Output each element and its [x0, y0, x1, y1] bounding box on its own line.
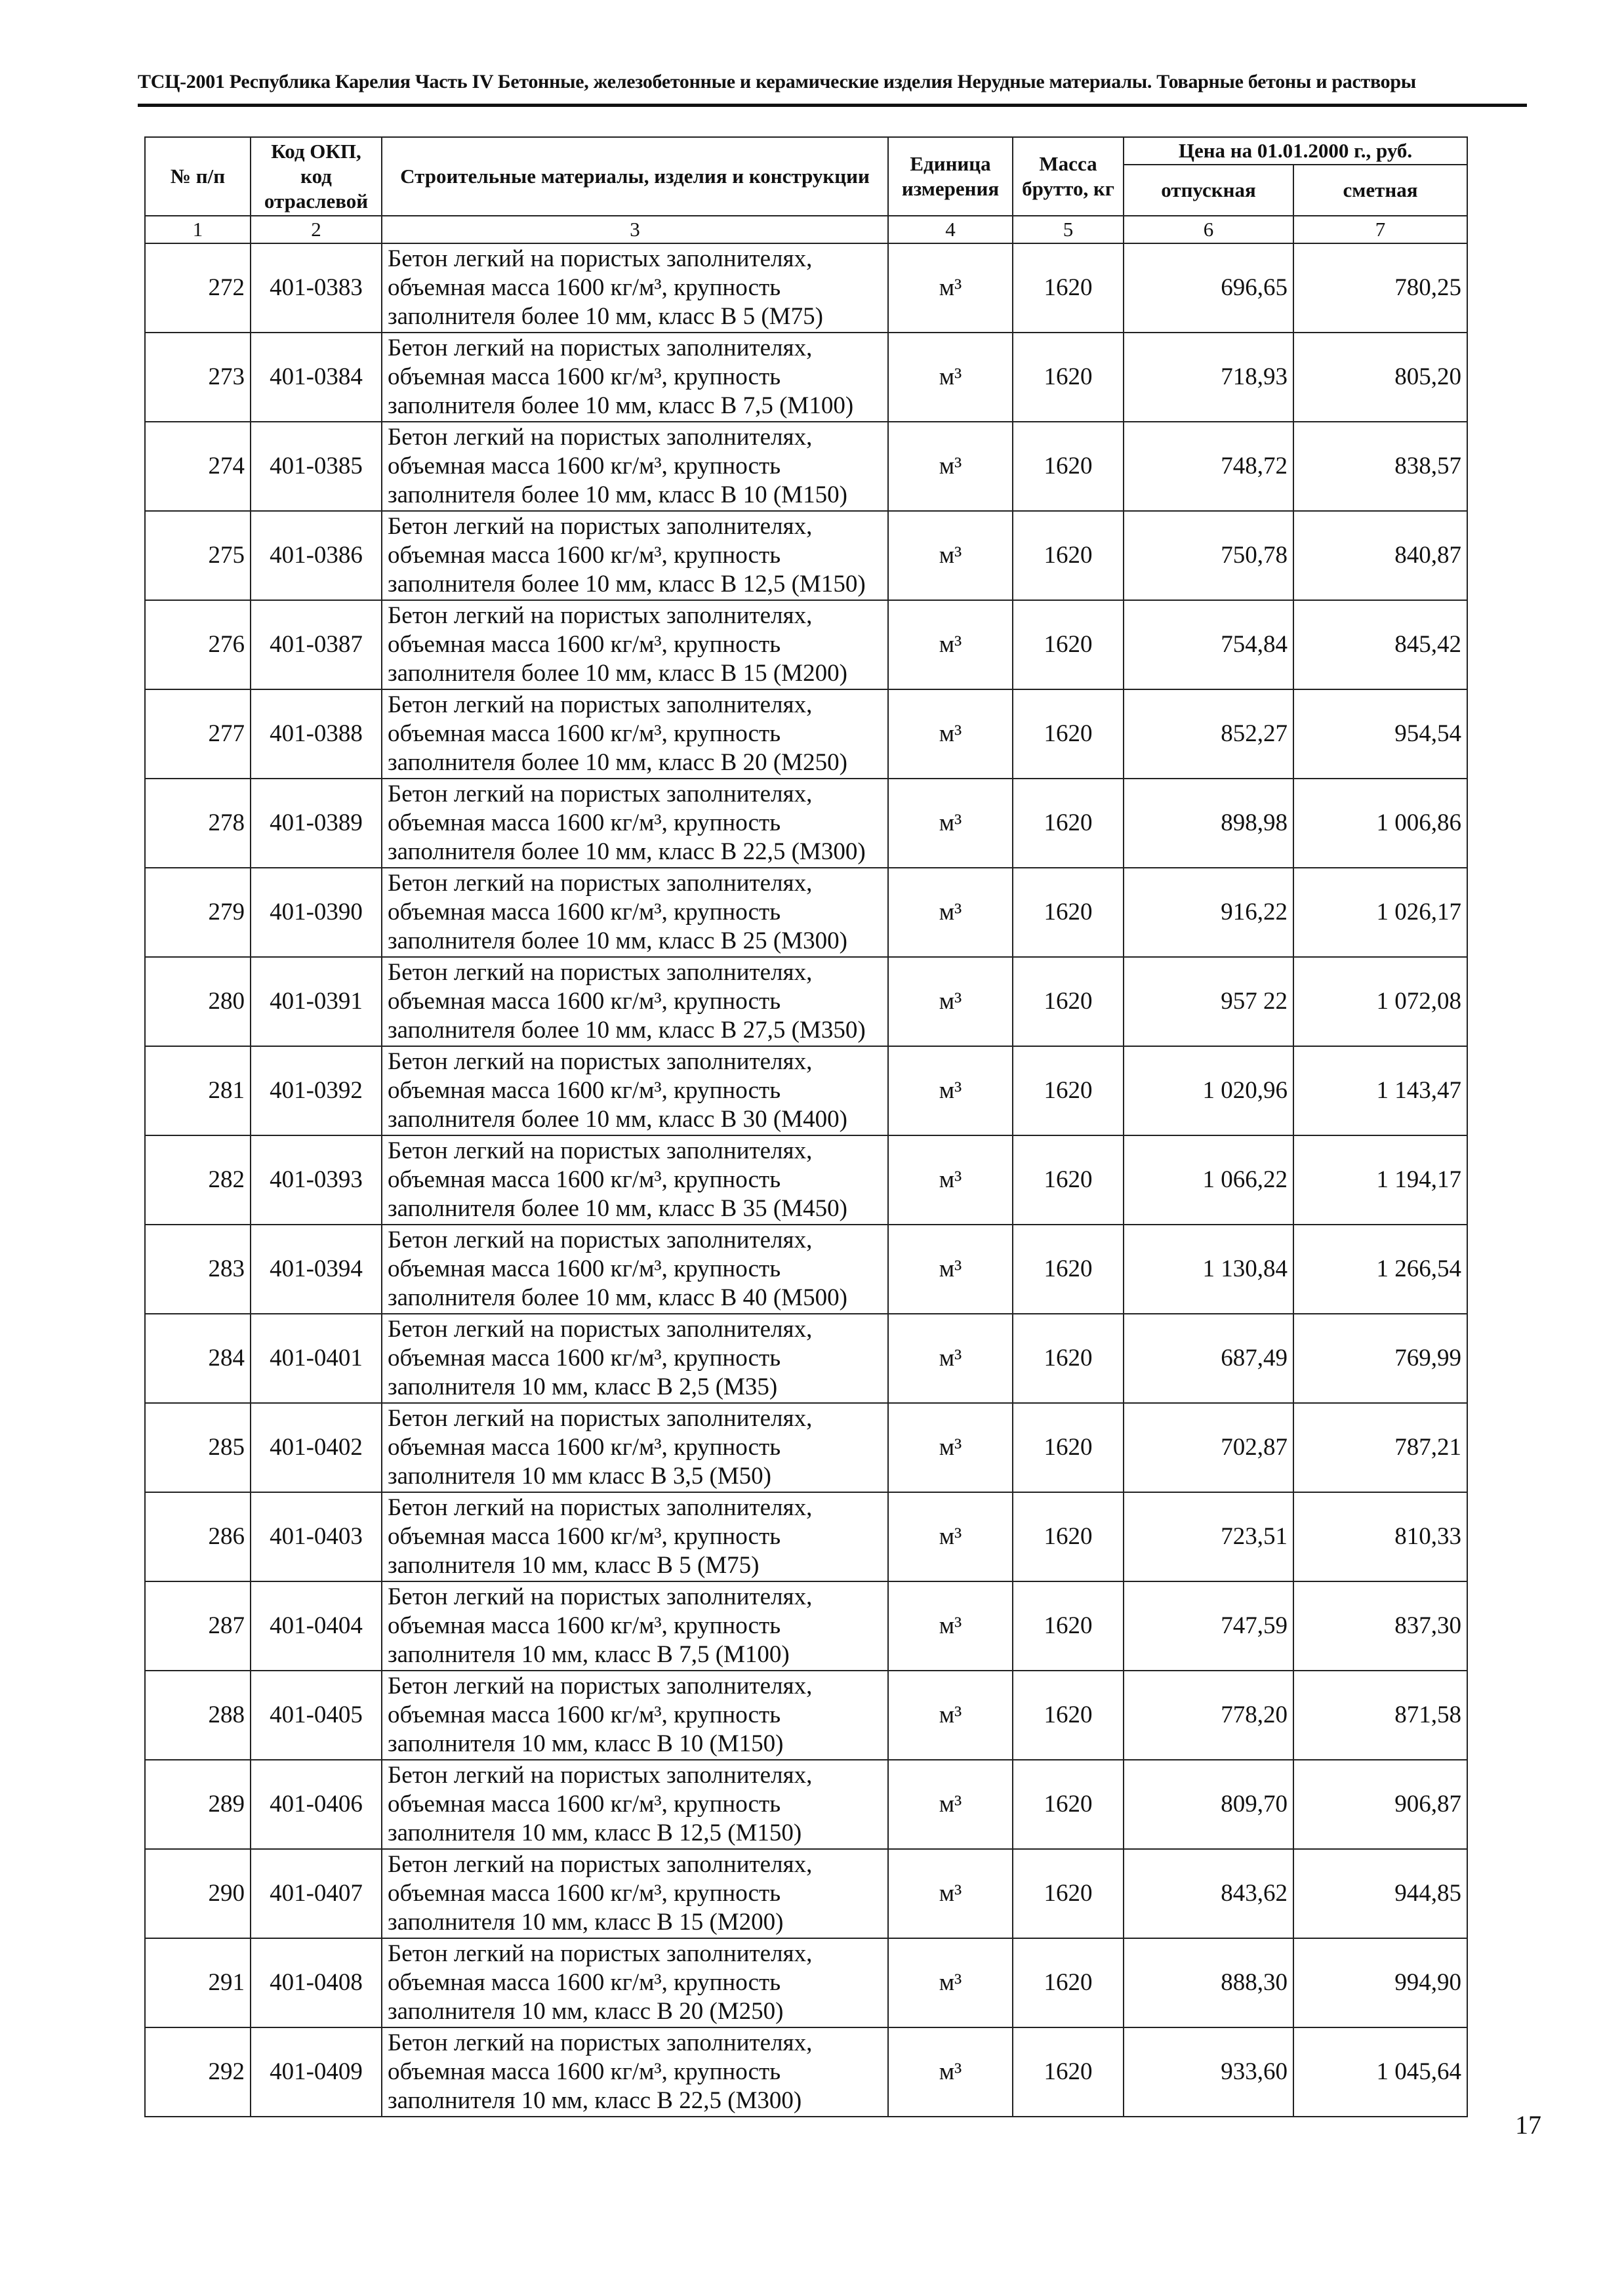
row-number: 273 [145, 333, 251, 422]
unit-of-measure: м³ [888, 1135, 1013, 1225]
table-row [145, 1403, 1467, 1492]
row-number: 280 [145, 957, 251, 1046]
header-mass: Масса брутто, кг [1013, 137, 1124, 216]
running-header: ТСЦ-2001 Республика Карелия Часть IV Бетонные, железобетонные и керамические изделия Нерудные материалы. Товарные бетоны и растворы [138, 71, 1416, 92]
material-description: Бетон легкий на пористых заполнителях, объемная масса 1600 кг/м³, крупность заполнителя более 10 мм, класс В 10 (М150) [382, 422, 888, 511]
estimate-price: 1 072,08 [1293, 957, 1467, 1046]
estimate-price: 1 045,64 [1293, 2027, 1467, 2117]
gross-mass: 1620 [1013, 600, 1124, 689]
estimate-price: 805,20 [1293, 333, 1467, 422]
okp-code: 401-0407 [251, 1849, 382, 1938]
table-row [145, 1314, 1467, 1403]
gross-mass: 1620 [1013, 957, 1124, 1046]
estimate-price: 1 026,17 [1293, 868, 1467, 957]
estimate-price: 1 006,86 [1293, 779, 1467, 868]
row-number: 290 [145, 1849, 251, 1938]
estimate-price: 769,99 [1293, 1314, 1467, 1403]
estimate-price: 944,85 [1293, 1849, 1467, 1938]
release-price: 718,93 [1124, 333, 1293, 422]
row-number: 284 [145, 1314, 251, 1403]
unit-of-measure: м³ [888, 1671, 1013, 1760]
release-price: 843,62 [1124, 1849, 1293, 1938]
unit-of-measure: м³ [888, 779, 1013, 868]
material-description: Бетон легкий на пористых заполнителях, объемная масса 1600 кг/м³, крупность заполнителя 10 мм, класс В 22,5 (М300) [382, 2027, 888, 2117]
row-number: 285 [145, 1403, 251, 1492]
gross-mass: 1620 [1013, 243, 1124, 333]
okp-code: 401-0401 [251, 1314, 382, 1403]
row-number: 278 [145, 779, 251, 868]
release-price: 957 22 [1124, 957, 1293, 1046]
table-row [145, 2027, 1467, 2117]
gross-mass: 1620 [1013, 1760, 1124, 1849]
okp-code: 401-0384 [251, 333, 382, 422]
gross-mass: 1620 [1013, 779, 1124, 868]
okp-code: 401-0393 [251, 1135, 382, 1225]
release-price: 723,51 [1124, 1492, 1293, 1581]
row-number: 282 [145, 1135, 251, 1225]
okp-code: 401-0389 [251, 779, 382, 868]
price-table [144, 136, 1468, 2117]
unit-of-measure: м³ [888, 868, 1013, 957]
gross-mass: 1620 [1013, 1938, 1124, 2027]
gross-mass: 1620 [1013, 1135, 1124, 1225]
okp-code: 401-0386 [251, 511, 382, 600]
release-price: 754,84 [1124, 600, 1293, 689]
estimate-price: 780,25 [1293, 243, 1467, 333]
table-row [145, 1046, 1467, 1135]
material-description: Бетон легкий на пористых заполнителях, объемная масса 1600 кг/м³, крупность заполнителя более 10 мм, класс В 25 (М300) [382, 868, 888, 957]
unit-of-measure: м³ [888, 1403, 1013, 1492]
table-row [145, 243, 1467, 333]
release-price: 933,60 [1124, 2027, 1293, 2117]
material-description: Бетон легкий на пористых заполнителях, объемная масса 1600 кг/м³, крупность заполнителя 10 мм, класс В 12,5 (М150) [382, 1760, 888, 1849]
unit-of-measure: м³ [888, 2027, 1013, 2117]
unit-of-measure: м³ [888, 957, 1013, 1046]
table-row [145, 600, 1467, 689]
material-description: Бетон легкий на пористых заполнителях, объемная масса 1600 кг/м³, крупность заполнителя более 10 мм, класс В 12,5 (М150) [382, 511, 888, 600]
okp-code: 401-0403 [251, 1492, 382, 1581]
estimate-price: 810,33 [1293, 1492, 1467, 1581]
release-price: 687,49 [1124, 1314, 1293, 1403]
table-row [145, 1849, 1467, 1938]
gross-mass: 1620 [1013, 333, 1124, 422]
gross-mass: 1620 [1013, 1403, 1124, 1492]
material-description: Бетон легкий на пористых заполнителях, объемная масса 1600 кг/м³, крупность заполнителя более 10 мм, класс В 20 (М250) [382, 689, 888, 779]
material-description: Бетон легкий на пористых заполнителях, объемная масса 1600 кг/м³, крупность заполнителя 10 мм, класс В 15 (М200) [382, 1849, 888, 1938]
estimate-price: 994,90 [1293, 1938, 1467, 2027]
release-price: 702,87 [1124, 1403, 1293, 1492]
release-price: 748,72 [1124, 422, 1293, 511]
okp-code: 401-0408 [251, 1938, 382, 2027]
release-price: 888,30 [1124, 1938, 1293, 2027]
estimate-price: 906,87 [1293, 1760, 1467, 1849]
table-row [145, 1225, 1467, 1314]
column-number: 6 [1124, 216, 1293, 243]
header-price-estimate: сметная [1293, 165, 1467, 216]
estimate-price: 1 143,47 [1293, 1046, 1467, 1135]
gross-mass: 1620 [1013, 422, 1124, 511]
unit-of-measure: м³ [888, 1581, 1013, 1671]
row-number: 281 [145, 1046, 251, 1135]
unit-of-measure: м³ [888, 1492, 1013, 1581]
material-description: Бетон легкий на пористых заполнителях, объемная масса 1600 кг/м³, крупность заполнителя более 10 мм, класс В 15 (М200) [382, 600, 888, 689]
row-number: 288 [145, 1671, 251, 1760]
unit-of-measure: м³ [888, 511, 1013, 600]
row-number: 272 [145, 243, 251, 333]
table-row [145, 868, 1467, 957]
okp-code: 401-0383 [251, 243, 382, 333]
unit-of-measure: м³ [888, 1225, 1013, 1314]
okp-code: 401-0392 [251, 1046, 382, 1135]
okp-code: 401-0402 [251, 1403, 382, 1492]
release-price: 809,70 [1124, 1760, 1293, 1849]
release-price: 1 020,96 [1124, 1046, 1293, 1135]
material-description: Бетон легкий на пористых заполнителях, объемная масса 1600 кг/м³, крупность заполнителя более 10 мм, класс В 30 (М400) [382, 1046, 888, 1135]
okp-code: 401-0385 [251, 422, 382, 511]
okp-code: 401-0387 [251, 600, 382, 689]
header-rule [138, 104, 1527, 107]
header-material: Строительные материалы, изделия и конструкции [382, 137, 888, 216]
unit-of-measure: м³ [888, 1046, 1013, 1135]
header-code: Код ОКП, код отраслевой [251, 137, 382, 216]
gross-mass: 1620 [1013, 2027, 1124, 2117]
material-description: Бетон легкий на пористых заполнителях, объемная масса 1600 кг/м³, крупность заполнителя более 10 мм, класс В 40 (М500) [382, 1225, 888, 1314]
unit-of-measure: м³ [888, 1938, 1013, 2027]
table-row [145, 689, 1467, 779]
table-row [145, 957, 1467, 1046]
release-price: 1 130,84 [1124, 1225, 1293, 1314]
okp-code: 401-0390 [251, 868, 382, 957]
row-number: 286 [145, 1492, 251, 1581]
unit-of-measure: м³ [888, 1849, 1013, 1938]
gross-mass: 1620 [1013, 1225, 1124, 1314]
unit-of-measure: м³ [888, 333, 1013, 422]
okp-code: 401-0406 [251, 1760, 382, 1849]
table-row [145, 1938, 1467, 2027]
material-description: Бетон легкий на пористых заполнителях, объемная масса 1600 кг/м³, крупность заполнителя более 10 мм, класс В 27,5 (М350) [382, 957, 888, 1046]
release-price: 750,78 [1124, 511, 1293, 600]
okp-code: 401-0391 [251, 957, 382, 1046]
table-row [145, 333, 1467, 422]
material-description: Бетон легкий на пористых заполнителях, объемная масса 1600 кг/м³, крупность заполнителя 10 мм, класс В 5 (М75) [382, 1492, 888, 1581]
unit-of-measure: м³ [888, 689, 1013, 779]
row-number: 283 [145, 1225, 251, 1314]
material-description: Бетон легкий на пористых заполнителях, объемная масса 1600 кг/м³, крупность заполнителя 10 мм, класс В 10 (М150) [382, 1671, 888, 1760]
gross-mass: 1620 [1013, 689, 1124, 779]
estimate-price: 837,30 [1293, 1581, 1467, 1671]
column-number: 7 [1293, 216, 1467, 243]
okp-code: 401-0405 [251, 1671, 382, 1760]
unit-of-measure: м³ [888, 1760, 1013, 1849]
table-row [145, 1492, 1467, 1581]
column-number: 1 [145, 216, 251, 243]
material-description: Бетон легкий на пористых заполнителях, объемная масса 1600 кг/м³, крупность заполнителя более 10 мм, класс В 22,5 (М300) [382, 779, 888, 868]
material-description: Бетон легкий на пористых заполнителях, объемная масса 1600 кг/м³, крупность заполнителя более 10 мм, класс В 7,5 (М100) [382, 333, 888, 422]
gross-mass: 1620 [1013, 868, 1124, 957]
header-price-release: отпускная [1124, 165, 1293, 216]
estimate-price: 871,58 [1293, 1671, 1467, 1760]
unit-of-measure: м³ [888, 422, 1013, 511]
gross-mass: 1620 [1013, 1314, 1124, 1403]
estimate-price: 838,57 [1293, 422, 1467, 511]
material-description: Бетон легкий на пористых заполнителях, объемная масса 1600 кг/м³, крупность заполнителя 10 мм, класс В 20 (М250) [382, 1938, 888, 2027]
material-description: Бетон легкий на пористых заполнителях, объемная масса 1600 кг/м³, крупность заполнителя 10 мм, класс В 7,5 (М100) [382, 1581, 888, 1671]
table-body [145, 243, 1467, 2117]
table-row [145, 779, 1467, 868]
unit-of-measure: м³ [888, 600, 1013, 689]
table-row [145, 1760, 1467, 1849]
table-row [145, 1671, 1467, 1760]
row-number: 291 [145, 1938, 251, 2027]
estimate-price: 954,54 [1293, 689, 1467, 779]
row-number: 276 [145, 600, 251, 689]
material-description: Бетон легкий на пористых заполнителях, объемная масса 1600 кг/м³, крупность заполнителя 10 мм класс В 3,5 (М50) [382, 1403, 888, 1492]
material-description: Бетон легкий на пористых заполнителях, объемная масса 1600 кг/м³, крупность заполнителя 10 мм, класс В 2,5 (М35) [382, 1314, 888, 1403]
material-description: Бетон легкий на пористых заполнителях, объемная масса 1600 кг/м³, крупность заполнителя более 10 мм, класс В 35 (М450) [382, 1135, 888, 1225]
gross-mass: 1620 [1013, 1849, 1124, 1938]
row-number: 292 [145, 2027, 251, 2117]
unit-of-measure: м³ [888, 1314, 1013, 1403]
row-number: 289 [145, 1760, 251, 1849]
table-row [145, 422, 1467, 511]
okp-code: 401-0388 [251, 689, 382, 779]
gross-mass: 1620 [1013, 1671, 1124, 1760]
release-price: 747,59 [1124, 1581, 1293, 1671]
column-number-row [145, 216, 1467, 243]
gross-mass: 1620 [1013, 511, 1124, 600]
gross-mass: 1620 [1013, 1046, 1124, 1135]
table-row [145, 1581, 1467, 1671]
header-unit: Единица измерения [888, 137, 1013, 216]
release-price: 1 066,22 [1124, 1135, 1293, 1225]
row-number: 274 [145, 422, 251, 511]
column-number: 4 [888, 216, 1013, 243]
estimate-price: 1 194,17 [1293, 1135, 1467, 1225]
okp-code: 401-0404 [251, 1581, 382, 1671]
release-price: 898,98 [1124, 779, 1293, 868]
estimate-price: 787,21 [1293, 1403, 1467, 1492]
release-price: 778,20 [1124, 1671, 1293, 1760]
okp-code: 401-0409 [251, 2027, 382, 2117]
header-price-group: Цена на 01.01.2000 г., руб. [1124, 137, 1467, 165]
release-price: 852,27 [1124, 689, 1293, 779]
row-number: 279 [145, 868, 251, 957]
okp-code: 401-0394 [251, 1225, 382, 1314]
row-number: 275 [145, 511, 251, 600]
estimate-price: 840,87 [1293, 511, 1467, 600]
release-price: 696,65 [1124, 243, 1293, 333]
column-number: 3 [382, 216, 888, 243]
row-number: 287 [145, 1581, 251, 1671]
unit-of-measure: м³ [888, 243, 1013, 333]
table-row [145, 1135, 1467, 1225]
gross-mass: 1620 [1013, 1492, 1124, 1581]
header-num: № п/п [145, 137, 251, 216]
estimate-price: 845,42 [1293, 600, 1467, 689]
estimate-price: 1 266,54 [1293, 1225, 1467, 1314]
row-number: 277 [145, 689, 251, 779]
material-description: Бетон легкий на пористых заполнителях, объемная масса 1600 кг/м³, крупность заполнителя более 10 мм, класс В 5 (М75) [382, 243, 888, 333]
release-price: 916,22 [1124, 868, 1293, 957]
table-row [145, 511, 1467, 600]
column-number: 5 [1013, 216, 1124, 243]
column-number: 2 [251, 216, 382, 243]
page-number: 17 [1515, 2110, 1541, 2140]
gross-mass: 1620 [1013, 1581, 1124, 1671]
